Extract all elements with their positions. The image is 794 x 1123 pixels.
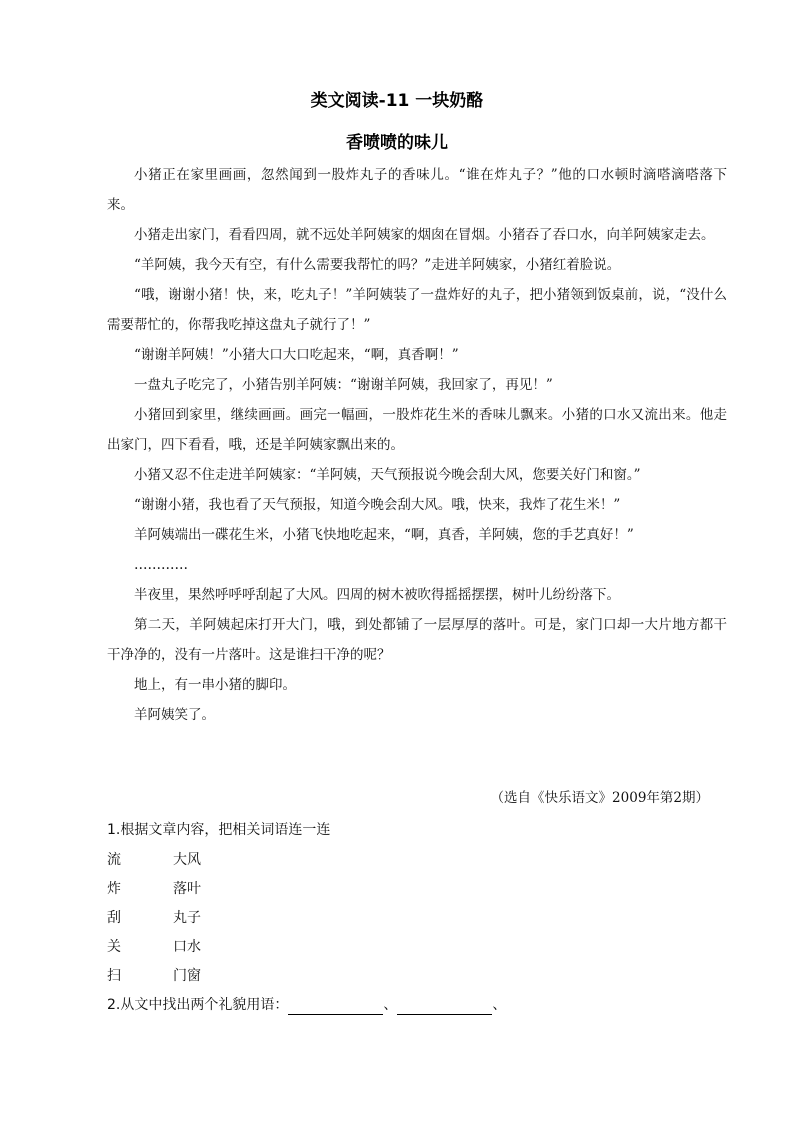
story-paragraph: 小猪又忍不住走进羊阿姨家：“羊阿姨，天气预报说今晚会刮大风，您要关好门和窗。”: [134, 467, 641, 483]
matching-right-word: 门窗: [173, 968, 201, 984]
story-paragraph: “谢谢小猪，我也看了天气预报，知道今晚会刮大风。哦，快来，我炸了花生米！”: [134, 497, 621, 513]
story-paragraph: “羊阿姨，我今天有空，有什么需要我帮忙的吗？”走进羊阿姨家，小猪红着脸说。: [134, 257, 621, 273]
matching-right-word: 丸子: [173, 910, 201, 926]
matching-pair: [107, 875, 727, 904]
document-title: 类文阅读-11 一块奶酪: [310, 91, 484, 111]
matching-left-word: 炸: [107, 881, 121, 897]
matching-right-word: 大风: [173, 852, 201, 868]
matching-pair: [107, 962, 727, 991]
source-citation: （选自《快乐语文》2009年第2期）: [490, 790, 709, 806]
matching-pairs: [107, 846, 727, 991]
matching-left-word: 刮: [107, 910, 121, 926]
story-paragraph: 小猪正在家里画画，忽然闻到一股炸丸子的香味儿。“谁在炸丸子？”他的口水顿时滴嗒滴嗒落下来。: [107, 167, 727, 213]
story-body: [107, 160, 727, 730]
matching-left-word: 扫: [107, 968, 121, 984]
matching-left-word: 流: [107, 852, 121, 868]
blank-separator: 、: [492, 997, 507, 1013]
story-paragraph: 小猪回到家里，继续画画。画完一幅画，一股炸花生米的香味儿飘来。小猪的口水又流出来。他走出家门，四下看看，哦，还是羊阿姨家飘出来的。: [107, 407, 727, 453]
questions-section: [107, 816, 727, 1019]
story-paragraph: 第二天，羊阿姨起床打开大门，哦，到处都铺了一层厚厚的落叶。可是，家门口却一大片地方都干干净净的，没有一片落叶。这是谁扫干净的呢？: [107, 617, 727, 663]
matching-left-word: 关: [107, 939, 121, 955]
story-paragraph: 羊阿姨端出一碟花生米，小猪飞快地吃起来，“啊，真香，羊阿姨，您的手艺真好！”: [134, 527, 634, 543]
question-1-prompt: 1.根据文章内容，把相关词语连一连: [107, 822, 331, 838]
story-paragraph: 小猪走出家门，看看四周，就不远处羊阿姨家的烟囱在冒烟。小猪吞了吞口水，向羊阿姨家走去。: [134, 227, 715, 243]
story-paragraph: 一盘丸子吃完了，小猪告别羊阿姨：“谢谢羊阿姨，我回家了，再见！”: [134, 377, 553, 393]
story-paragraph: 半夜里，果然呼呼呼刮起了大风。四周的树木被吹得摇摇摆摆，树叶儿纷纷落下。: [134, 587, 620, 603]
blank-separator: 、: [383, 997, 398, 1013]
matching-right-word: 口水: [173, 939, 201, 955]
matching-pair: [107, 846, 727, 875]
question-2-prompt: 2.从文中找出两个礼貌用语：: [107, 997, 289, 1013]
story-ellipsis: …………: [134, 557, 188, 573]
matching-pair: [107, 933, 727, 962]
story-paragraph: 地上，有一串小猪的脚印。: [134, 677, 296, 693]
answer-blank-1[interactable]: [288, 996, 383, 1015]
story-paragraph: “谢谢羊阿姨！”小猪大口大口吃起来，“啊，真香啊！”: [134, 347, 459, 363]
matching-right-word: 落叶: [173, 881, 201, 897]
question-2-line: [107, 991, 727, 1019]
story-paragraph: “哦，谢谢小猪！快，来，吃丸子！”羊阿姨装了一盘炸好的丸子，把小猪领到饭桌前，说，“没什么需要帮忙的，你帮我吃掉这盘丸子就行了！”: [107, 287, 727, 333]
answer-blank-2[interactable]: [397, 996, 492, 1015]
matching-pair: [107, 904, 727, 933]
story-paragraph: 羊阿姨笑了。: [134, 707, 215, 723]
story-title: 香喷喷的味儿: [346, 133, 448, 153]
